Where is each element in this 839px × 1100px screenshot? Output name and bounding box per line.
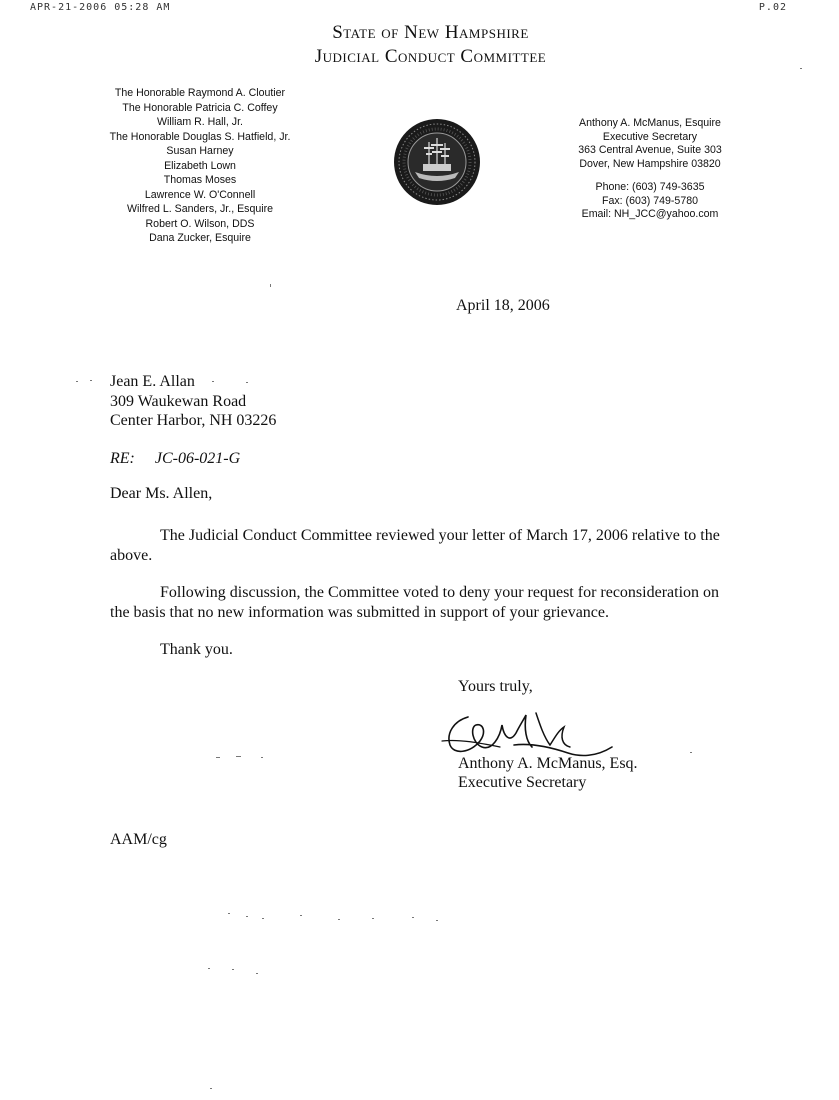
committee-title: Judicial Conduct Committee: [314, 46, 547, 67]
member-name: Lawrence W. O'Connell: [144, 188, 256, 201]
member-name: Robert O. Wilson, DDS: [145, 217, 255, 230]
state-title: State of New Hampshire: [332, 22, 529, 43]
reference-number: JC-06-021-G: [154, 450, 241, 467]
recipient-address: [110, 372, 276, 431]
reference-line: [110, 450, 240, 468]
recipient-name: Jean E. Allan: [110, 373, 195, 390]
member-name: The Honorable Douglas S. Hatfield, Jr.: [109, 130, 291, 143]
member-name: William R. Hall, Jr.: [157, 116, 243, 128]
signer-name: Anthony A. McManus, Esq.: [458, 755, 638, 772]
secretary-street: 363 Central Avenue, Suite 303: [578, 144, 722, 156]
secretary-email: Email: NH_JCC@yahoo.com: [581, 208, 719, 220]
body-paragraph-1-text: The Judicial Conduct Committee reviewed your letter of March 17, 2006 relative to the above.: [110, 527, 720, 564]
reference-label: RE:: [110, 450, 135, 467]
fax-header: [30, 2, 787, 14]
secretary-title: Executive Secretary: [602, 130, 698, 143]
member-name: Dana Zucker, Esquire: [149, 232, 251, 244]
member-name: The Honorable Patricia C. Coffey: [122, 101, 278, 114]
body-paragraph-1: [110, 526, 720, 565]
secretary-name: Anthony A. McManus, Esquire: [579, 117, 721, 129]
member-name: Elizabeth Lown: [164, 159, 236, 172]
secretary-phone: Phone: (603) 749-3635: [595, 181, 705, 193]
closing: Yours truly,: [458, 678, 533, 695]
recipient-city: Center Harbor, NH 03226: [110, 412, 277, 429]
fax-page-number: P.02: [758, 2, 787, 13]
signer-title: Executive Secretary: [458, 774, 587, 791]
secretary-city: Dover, New Hampshire 03820: [579, 157, 721, 170]
member-name: Thomas Moses: [163, 174, 237, 186]
state-seal-icon: [393, 118, 481, 206]
secretary-fax: Fax: (603) 749-5780: [602, 194, 698, 207]
body-paragraph-2-text: Following discussion, the Committee voted to deny your request for reconsideration on the basis that no new information was submitted in support of your grievance.: [110, 584, 720, 621]
member-name: The Honorable Raymond A. Cloutier: [114, 87, 286, 99]
fax-timestamp: APR-21-2006 05:28 AM: [30, 2, 171, 13]
committee-members-list: [82, 86, 318, 246]
salutation: Dear Ms. Allen,: [110, 485, 213, 502]
member-name: Susan Harney: [166, 145, 234, 157]
recipient-street: 309 Waukewan Road: [110, 392, 247, 410]
body-paragraph-2: [110, 583, 720, 622]
member-name: Wilfred L. Sanders, Jr., Esquire: [126, 203, 273, 215]
thank-you-line: Thank you.: [160, 641, 233, 658]
letter-date: April 18, 2006: [456, 297, 550, 314]
typist-initials: AAM/cg: [110, 831, 167, 848]
executive-secretary-contact: [555, 117, 745, 222]
